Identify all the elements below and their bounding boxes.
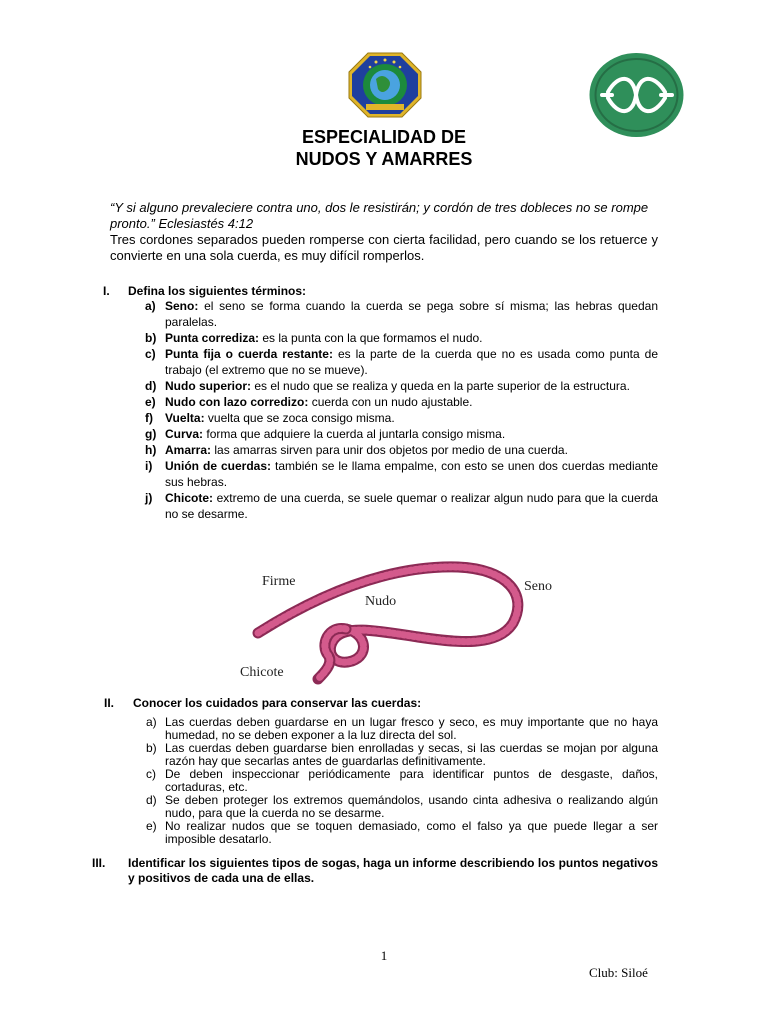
- item-letter: c): [145, 347, 156, 361]
- section2-title: Conocer los cuidados para conservar las cuerdas:: [133, 696, 422, 710]
- page-number: 1: [380, 948, 388, 963]
- term-name: Nudo superior:: [165, 379, 251, 393]
- quote-text: “Y si alguno prevaleciere contra uno, dos le resistirán; y cordón de tres dobleces no se rompe pronto.”: [110, 200, 649, 231]
- term-definition: las amarras sirven para unir dos objetos por medio de una cuerda.: [214, 443, 568, 457]
- term-definition: extremo de una cuerda, se suele quemar o realizar algun nudo para que la cuerda no se desarme.: [165, 491, 658, 521]
- label-nudo: Nudo: [365, 594, 397, 609]
- term-definition: es el nudo que se realiza y queda en la parte superior de la estructura.: [254, 379, 630, 393]
- term-definition: cuerda con un nudo ajustable.: [311, 395, 473, 409]
- term-definition: es la parte de la cuerda que no es usada como punta de trabajo (el extremo que no se mueve).: [165, 347, 659, 377]
- item-letter: b): [145, 331, 157, 345]
- term-definition: forma que adquiere la cuerda al juntarla consigo misma.: [206, 427, 506, 441]
- term-item: [145, 346, 659, 378]
- term-item: [145, 298, 658, 330]
- care-text: No realizar nudos que se toquen demasiado, como el falso ya que puede llegar a ser imposible desatarlo.: [165, 819, 658, 846]
- terms-list: [145, 298, 659, 522]
- knot-figure: [228, 555, 568, 685]
- item-letter: a): [145, 299, 156, 313]
- term-name: Seno:: [165, 299, 199, 313]
- term-item: [145, 458, 658, 490]
- care-text: De deben inspeccionar periódicamente para identificar puntos de desgaste, daños, cortaduras, etc.: [165, 767, 658, 794]
- item-letter: d): [145, 379, 157, 393]
- term-name: Amarra:: [165, 443, 212, 457]
- label-firme: Firme: [262, 574, 296, 589]
- care-item: [146, 741, 658, 768]
- term-definition: es la punta con la que formamos el nudo.: [262, 331, 483, 345]
- quote-reference: Eclesiastés 4:12: [158, 216, 254, 231]
- title-line-2: NUDOS Y AMARRES: [295, 149, 473, 169]
- term-name: Punta corrediza:: [165, 331, 260, 345]
- term-item: [145, 378, 658, 394]
- care-text: Se deben proteger los extremos quemándolos, usando cinta adhesiva o realizando algún nudo, para que la cuerda no se desarme.: [165, 793, 658, 820]
- club-emblem-logo: [348, 52, 422, 118]
- term-definition: el seno se forma cuando la cuerda se pega sobre sí misma; las hebras quedan paralelas.: [165, 299, 658, 329]
- term-name: Punta fija o cuerda restante:: [165, 347, 333, 361]
- item-letter: e): [146, 819, 157, 833]
- item-letter: a): [146, 715, 157, 729]
- term-item: [145, 410, 658, 426]
- term-name: Curva:: [165, 427, 204, 441]
- care-list: [146, 715, 658, 846]
- item-letter: i): [145, 459, 153, 473]
- club-name: Club: Siloé: [589, 965, 648, 980]
- term-name: Vuelta:: [165, 411, 205, 425]
- term-item: [145, 442, 658, 458]
- item-letter: d): [146, 793, 157, 807]
- term-definition: vuelta que se zoca consigo misma.: [207, 411, 395, 425]
- page-title: [0, 126, 768, 170]
- item-letter: j): [145, 491, 153, 505]
- care-item: [146, 715, 658, 742]
- item-letter: g): [145, 427, 157, 441]
- item-letter: c): [146, 767, 156, 781]
- term-item: [145, 330, 658, 346]
- section3-number: III.: [92, 856, 106, 870]
- item-letter: b): [146, 741, 157, 755]
- item-letter: f): [145, 411, 153, 425]
- intro-paragraph: Tres cordones separados pueden romperse con cierta facilidad, pero cuando se los retuerce y convierte en una sola cuerda, es muy difícil romperlos.: [110, 232, 658, 263]
- care-text: Las cuerdas deben guardarse en un lugar fresco y seco, es muy importante que no haya humedad, no se deben exponer a la luz directa del sol.: [165, 715, 658, 742]
- care-item: [146, 767, 658, 794]
- term-name: Unión de cuerdas:: [165, 459, 272, 473]
- term-item: [145, 426, 658, 442]
- label-seno: Seno: [524, 579, 552, 594]
- care-item: [146, 793, 658, 820]
- section1-number: I.: [103, 284, 110, 298]
- label-chicote: Chicote: [240, 665, 284, 680]
- section2-number: II.: [104, 696, 115, 710]
- care-item: [146, 819, 658, 846]
- item-letter: h): [145, 443, 157, 457]
- term-name: Nudo con lazo corredizo:: [165, 395, 309, 409]
- title-line-1: ESPECIALIDAD DE: [301, 127, 467, 147]
- term-definition: también se le llama empalme, con esto se unen dos cuerdas mediante sus hebras.: [165, 459, 658, 489]
- term-item: [145, 490, 658, 522]
- section3-text: Identificar los siguientes tipos de sogas, haga un informe describiendo los puntos negativos y positivos de cada una de ellas.: [128, 856, 658, 885]
- care-text: Las cuerdas deben guardarse bien enrolladas y secas, si las cuerdas se mojan por alguna razón hay que secarlas antes de guardarlas definitivamente.: [165, 741, 658, 768]
- bible-quote: [110, 200, 658, 232]
- term-name: Chicote:: [165, 491, 213, 505]
- term-item: [145, 394, 658, 410]
- item-letter: e): [145, 395, 156, 409]
- section1-title: Defina los siguientes términos:: [128, 284, 307, 298]
